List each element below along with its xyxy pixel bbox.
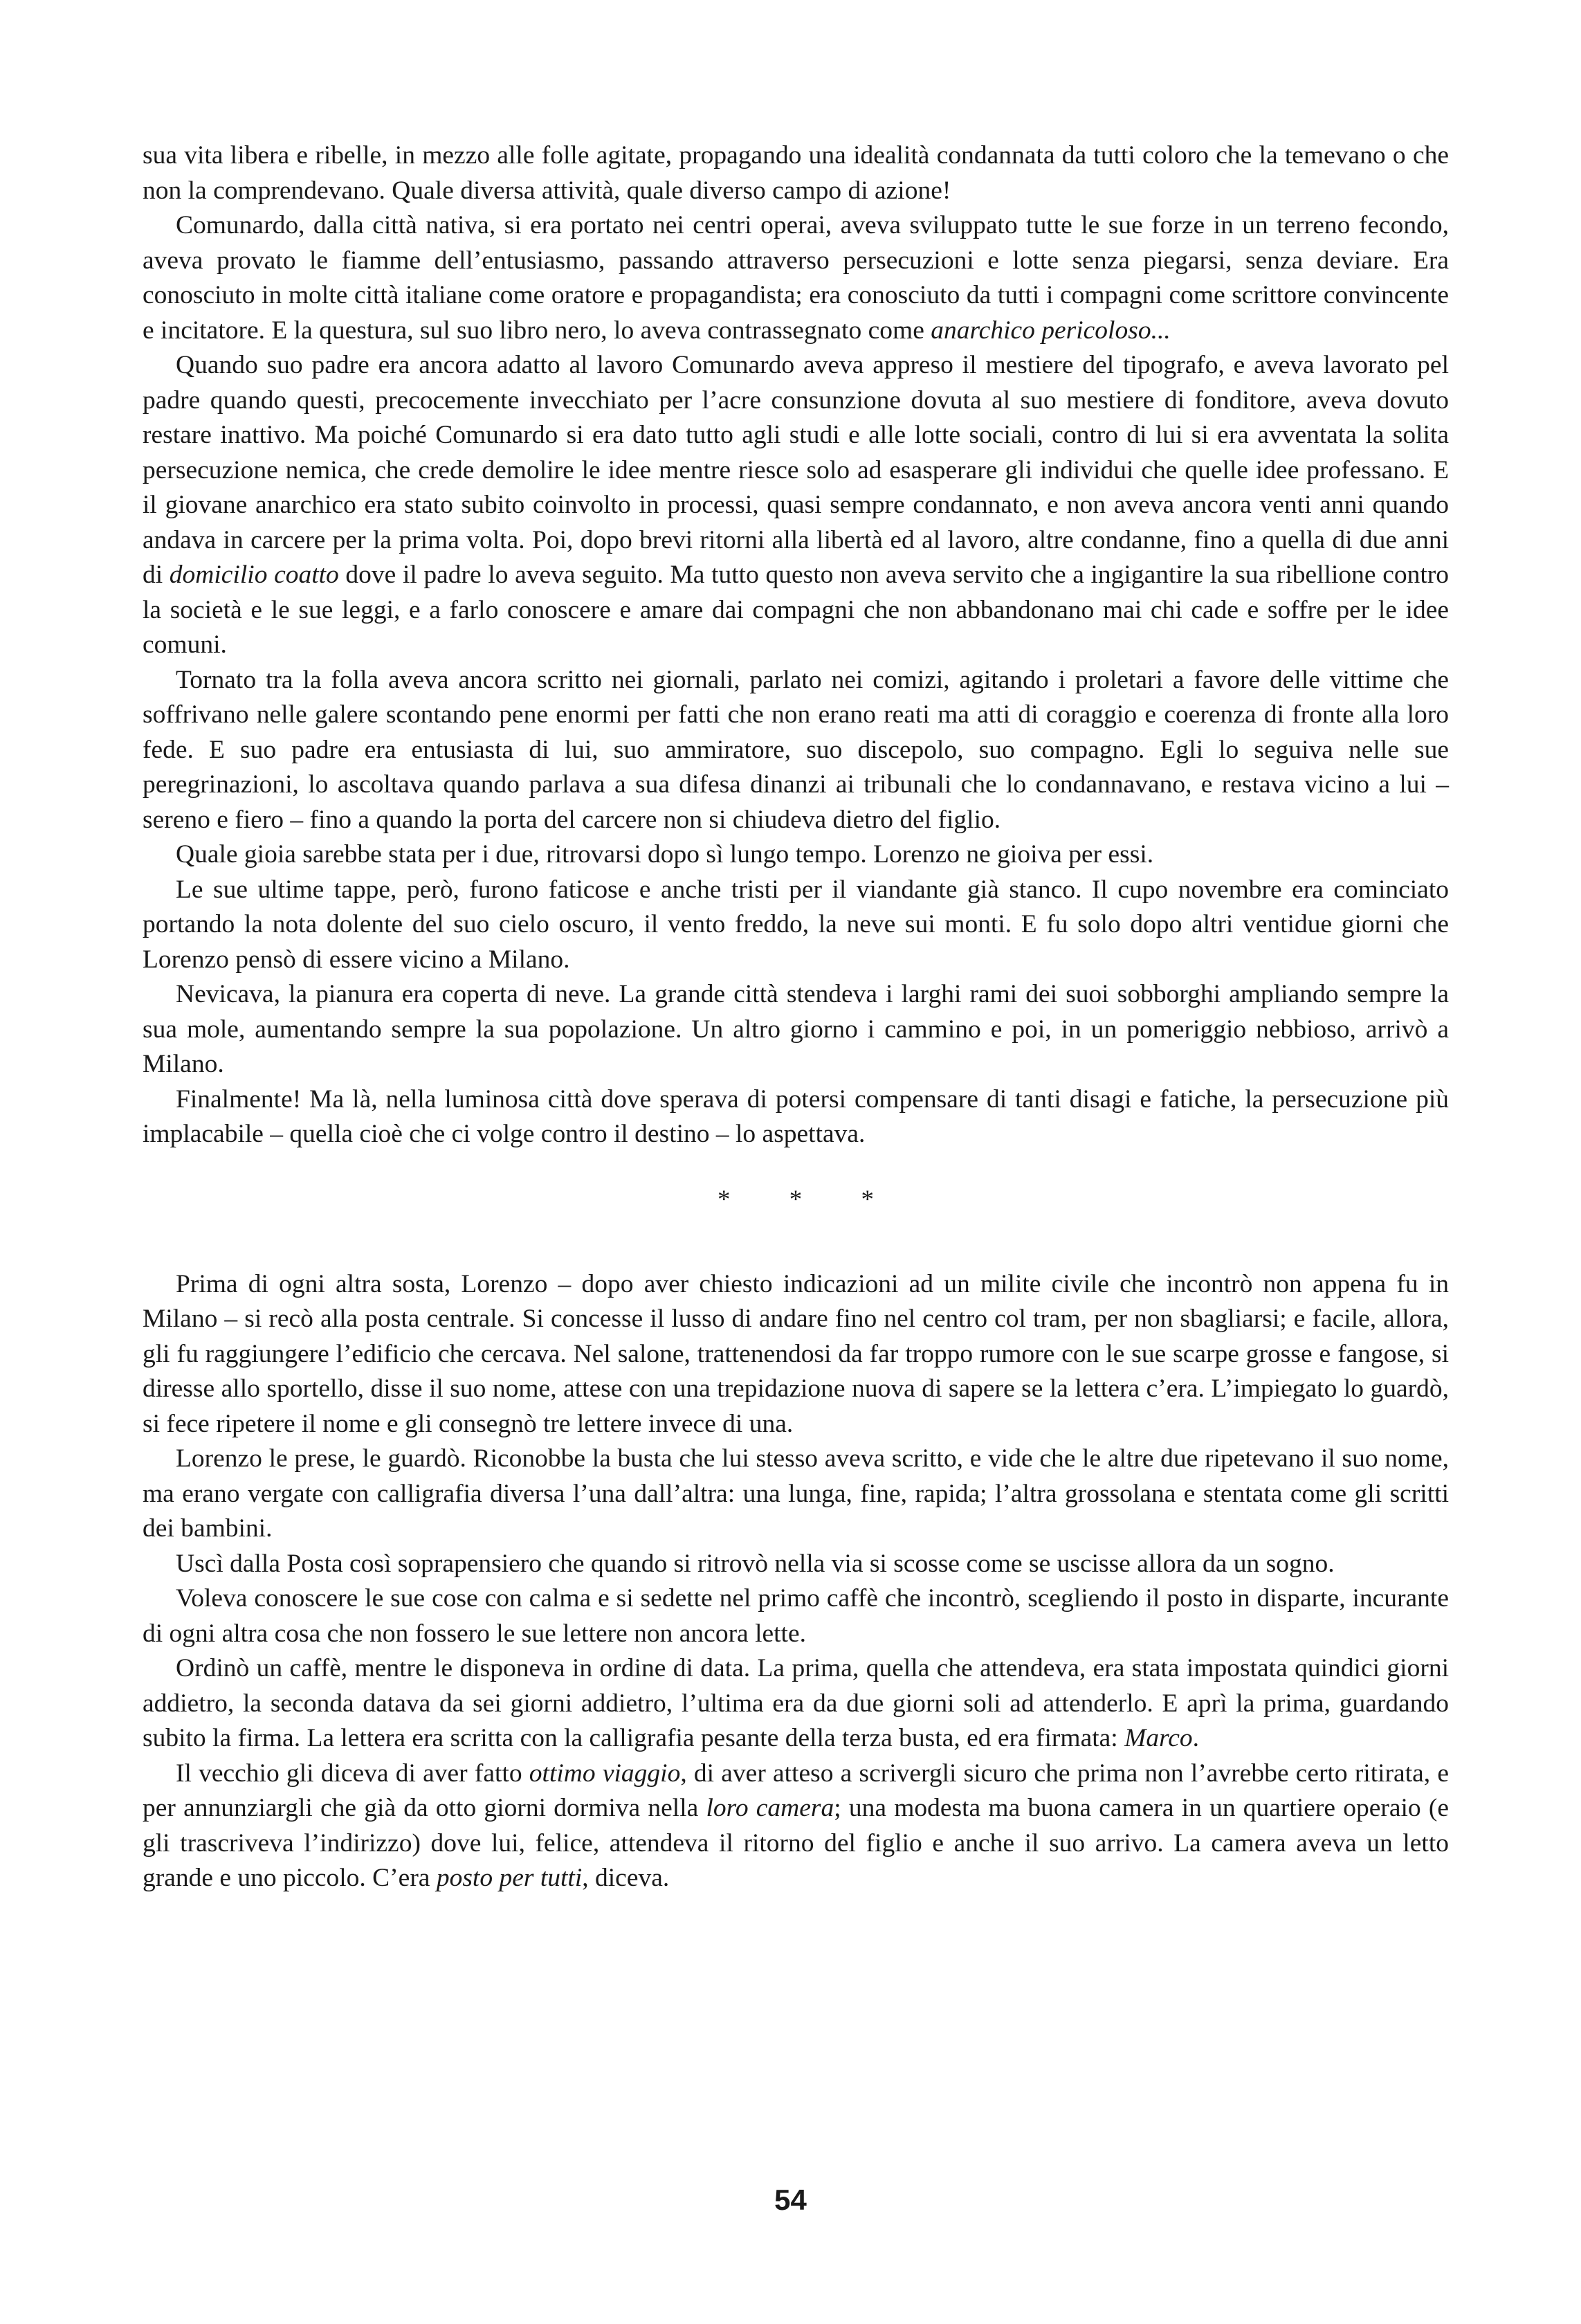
paragraph: Nevicava, la pianura era coperta di neve. La grande città stendeva i larghi rami dei suoi sobborghi ampliando sempre la sua mole, aumentando sempre la sua popolazione. Un altro giorno i cammino e poi, in un pomeriggio nebbioso, arrivò a Milano.	[143, 980, 1449, 1078]
emphasis: Marco	[1124, 1724, 1193, 1752]
emphasis: domicilio coatto	[169, 561, 339, 589]
emphasis: posto per tutti	[436, 1864, 583, 1892]
paragraph: Il vecchio gli diceva di aver fatto ottimo viaggio, di aver atteso a scrivergli sicuro che prima non l’avrebbe certo ritirata, e per annunziargli che già da otto giorni dormiva nella loro camera; una modesta ma buona camera in un quartiere operaio (e gli trascriveva l’indirizzo) dove lui, felice, attendeva il ritorno del figlio e anche il suo arrivo. La camera aveva un letto grande e uno piccolo. C’era posto per tutti, diceva.	[143, 1759, 1450, 1892]
emphasis: ottimo viaggio	[529, 1759, 681, 1788]
paragraph: Quale gioia sarebbe stata per i due, ritrovarsi dopo sì lungo tempo. Lorenzo ne gioiva per essi.	[176, 840, 1154, 869]
paragraph: Prima di ogni altra sosta, Lorenzo – dopo aver chiesto indicazioni ad un milite civile che incontrò non appena fu in Milano – si recò alla posta centrale. Si concesse il lusso di andare fino nel centro col tram, per non sbagliarsi; e facile, allora, gli fu raggiungere l’edificio che cercava. Nel salone, trattenendosi da far troppo rumore con le sue scarpe grosse e fangose, si diresse allo sportello, disse il suo nome, attese con una trepidazione nuova di sapere se la lettera c’era. L’impiegato lo guardò, si fece ripetere il nome e gli consegnò tre lettere invece di una.	[143, 1269, 1449, 1438]
paragraph: sua vita libera e ribelle, in mezzo alle folle agitate, propagando una idealità condannata da tutti coloro che la temevano o che non la comprendevano. Quale diversa attività, quale diverso campo di azione!	[143, 141, 1449, 205]
paragraph: Tornato tra la folla aveva ancora scritto nei giornali, parlato nei comizi, agitando i proletari a favore delle vittime che soffrivano nelle galere scontando pene enormi per fatti che non erano reati ma atti di coraggio e coerenza di fronte alla loro fede. E suo padre era entusiasta di lui, suo ammiratore, suo discepolo, suo compagno. Egli lo seguiva nelle sue peregrinazioni, lo ascoltava quando parlava a sua difesa dinanzi ai tribunali che lo condannavano, e restava vicino a lui – sereno e fiero – fino a quando la porta del carcere non si chiudeva dietro del figlio.	[143, 665, 1449, 834]
page-number: 54	[774, 2184, 807, 2216]
paragraph: Uscì dalla Posta così soprapensiero che quando si ritrovò nella via si scosse come se uscisse allora da un sogno.	[176, 1549, 1335, 1578]
paragraph: Voleva conoscere le sue cose con calma e si sedette nel primo caffè che incontrò, scegliendo il posto in disparte, incurante di ogni altra cosa che non fossero le sue lettere non ancora lette.	[143, 1584, 1449, 1648]
body-text	[143, 138, 1449, 1896]
paragraph: Quando suo padre era ancora adatto al lavoro Comunardo aveva appreso il mestiere del tipografo, e aveva lavorato pel padre quando questi, precocemente invecchiato per l’acre consunzione dovuta al suo mestiere di fonditore, aveva dovuto restare inattivo. Ma poiché Comunardo si era dato tutto agli studi e alle lotte sociali, contro di lui si era avventata la solita persecuzione nemica, che crede demolire le idee mentre riesce solo ad esasperare gli individui che quelle idee professano. E il giovane anarchico era stato subito coinvolto in processi, quasi sempre condannato, e non aveva ancora venti anni quando andava in carcere per la prima volta. Poi, dopo brevi ritorni alla libertà ed al lavoro, altre condanne, fino a quella di due anni di domicilio coatto dove il padre lo aveva seguito. Ma tutto questo non aveva servito che a ingigantire la sua ribellione contro la società e le sue leggi, e a farlo conoscere e amare dai compagni che non abbandonano mai chi cade e soffre per le idee comuni.	[143, 351, 1449, 659]
emphasis: loro camera	[706, 1794, 834, 1822]
paragraph: Lorenzo le prese, le guardò. Riconobbe la busta che lui stesso aveva scritto, e vide che le altre due ripetevano il suo nome, ma erano vergate con calligrafia diversa l’una dall’altra: una lunga, fine, rapida; l’altra grossolana e stentata come gli scritti dei bambini.	[143, 1444, 1449, 1543]
paragraph: Le sue ultime tappe, però, furono faticose e anche tristi per il viandante già stanco. Il cupo novembre era cominciato portando la nota dolente del suo cielo oscuro, il vento freddo, la neve sui monti. E fu solo dopo altri ventidue giorni che Lorenzo pensò di essere vicino a Milano.	[143, 875, 1449, 974]
emphasis: anarchico pericoloso	[931, 316, 1151, 345]
paragraph: Ordinò un caffè, mentre le disponeva in ordine di data. La prima, quella che attendeva, era stata impostata quindici giorni addietro, la seconda datava da sei giorni addietro, l’ultima era da due giorni soli ad attenderlo. E aprì la prima, guardando subito la firma. La lettera era scritta con la calligrafia pesante della terza busta, ed era firmata: Marco.	[143, 1654, 1449, 1752]
section-separator: * * *	[718, 1185, 900, 1214]
paragraph: Comunardo, dalla città nativa, si era portato nei centri operai, aveva sviluppato tutte le sue forze in un terreno fecondo, aveva provato le fiamme dell’entusiasmo, passando attraverso persecuzioni e lotte senza piegarsi, senza deviare. Era conosciuto in molte città italiane come oratore e propagandista; era conosciuto da tutti i compagni come scrittore convincente e incitatore. E la questura, sul suo libro nero, lo aveva contrassegnato come anarchico pericoloso...	[143, 211, 1449, 345]
paragraph: Finalmente! Ma là, nella luminosa città dove sperava di potersi compensare di tanti disagi e fatiche, la persecuzione più implacabile – quella cioè che ci volge contro il destino – lo aspettava.	[143, 1084, 1449, 1148]
